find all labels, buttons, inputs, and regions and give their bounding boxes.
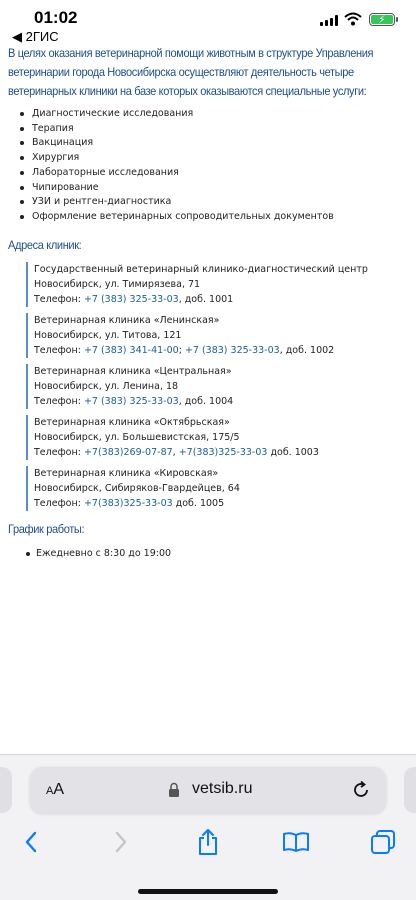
cellular-signal-icon [320, 14, 338, 26]
clinic-name: Ветеринарная клиника «Кировская» [34, 468, 219, 479]
share-button[interactable] [193, 827, 223, 857]
clinic-phone-line [34, 394, 406, 409]
home-indicator [138, 889, 278, 894]
services-list [20, 107, 334, 225]
text-size-button[interactable]: AA [46, 781, 65, 798]
clinic-address: Новосибирск, ул. Тимирязева, 71 [34, 279, 201, 290]
clinic-address: Новосибирск, Сибиряков-Гвардейцев, 64 [34, 483, 240, 494]
clinic-address: Новосибирск, ул. Ленина, 18 [34, 381, 179, 392]
book-icon [282, 831, 310, 853]
browser-toolbar [0, 827, 416, 863]
phone-link[interactable]: +7 (383) 325-33-03 [83, 396, 179, 407]
clinic-card [26, 415, 406, 460]
clinic-card [26, 262, 406, 307]
clinic-name: Ветеринарная клиника «Октябрьская» [34, 417, 230, 428]
phone-link[interactable]: +7 (383) 325-33-03 [184, 345, 280, 356]
schedule-heading: График работы: [8, 522, 85, 536]
chevron-right-icon [113, 830, 129, 854]
tabs-button[interactable] [368, 827, 398, 857]
schedule-list [26, 548, 171, 559]
share-icon [196, 828, 220, 856]
phone-ext: доб. 1005 [172, 498, 225, 509]
wifi-icon [344, 12, 362, 26]
clinic-card [26, 466, 406, 511]
url-text: vetsib.ru [192, 780, 253, 797]
back-button[interactable] [16, 827, 46, 857]
phone-separator: ; [178, 345, 185, 356]
phone-label: Телефон: [34, 447, 84, 458]
clinic-phone-line [34, 343, 406, 358]
phone-label: Телефон: [34, 294, 84, 305]
intro-text: В целях оказания ветеринарной помощи животным в структуре Управления ветеринарии города Новосибирска осуществляют деятельность четыре ветеринарных клиники на базе которых оказываются специальные услуги: [8, 46, 374, 98]
phone-link[interactable]: +7(383)269-07-87 [83, 447, 173, 458]
clinic-name: Государственный ветеринарный клинико-диагностический центр [34, 264, 368, 275]
previous-tab-pill[interactable] [0, 767, 12, 813]
clock: 01:02 [34, 8, 78, 27]
reload-icon[interactable] [350, 779, 372, 801]
phone-ext: , доб. 1002 [279, 345, 335, 356]
clinic-phone-line [34, 445, 406, 460]
list-item: УЗИ и рентген-диагностика [20, 195, 334, 210]
clinic-address: Новосибирск, ул. Большевистская, 175/5 [34, 432, 240, 443]
phone-ext: , доб. 1001 [178, 294, 234, 305]
list-item: Хирургия [20, 151, 334, 166]
address-bar[interactable] [30, 767, 386, 813]
phone-label: Телефон: [34, 498, 84, 509]
clinic-card [26, 364, 406, 409]
status-bar [0, 0, 416, 44]
list-item: Вакцинация [20, 136, 334, 151]
clinics-heading: Адреса клиник: [8, 238, 82, 252]
phone-label: Телефон: [34, 345, 84, 356]
clinic-address: Новосибирск, ул. Титова, 121 [34, 330, 182, 341]
clinic-card [26, 313, 406, 358]
lock-icon [168, 782, 180, 798]
list-item: Ежедневно с 8:30 до 19:00 [26, 548, 171, 559]
phone-label: Телефон: [34, 396, 84, 407]
back-to-app-button[interactable]: ◀ 2ГИС [12, 29, 59, 44]
list-item: Лабораторные исследования [20, 166, 334, 181]
phone-link[interactable]: +7 (383) 341-41-00 [83, 345, 179, 356]
clinic-name: Ветеринарная клиника «Центральная» [34, 366, 232, 377]
tabs-icon [370, 829, 396, 855]
battery-icon: ⚡ [369, 13, 395, 26]
bookmarks-button[interactable] [281, 827, 311, 857]
clinics-list [26, 262, 406, 517]
phone-link[interactable]: +7(383)325-33-03 [178, 447, 268, 458]
clinic-phone-line [34, 292, 406, 307]
forward-button[interactable] [106, 827, 136, 857]
phone-link[interactable]: +7 (383) 325-33-03 [83, 294, 179, 305]
list-item: Терапия [20, 122, 334, 137]
list-item: Оформление ветеринарных сопроводительных документов [20, 210, 334, 225]
list-item: Чипирование [20, 181, 334, 196]
next-tab-pill[interactable] [404, 767, 416, 813]
list-item: Диагностические исследования [20, 107, 334, 122]
phone-separator: , [172, 447, 179, 458]
clinic-name: Ветеринарная клиника «Ленинская» [34, 315, 220, 326]
phone-link[interactable]: +7(383)325-33-03 [83, 498, 173, 509]
safari-bottom-bar [0, 754, 416, 900]
phone-ext: , доб. 1004 [178, 396, 234, 407]
phone-ext: доб. 1003 [267, 447, 319, 458]
clinic-phone-line [34, 496, 406, 511]
chevron-left-icon [23, 830, 39, 854]
